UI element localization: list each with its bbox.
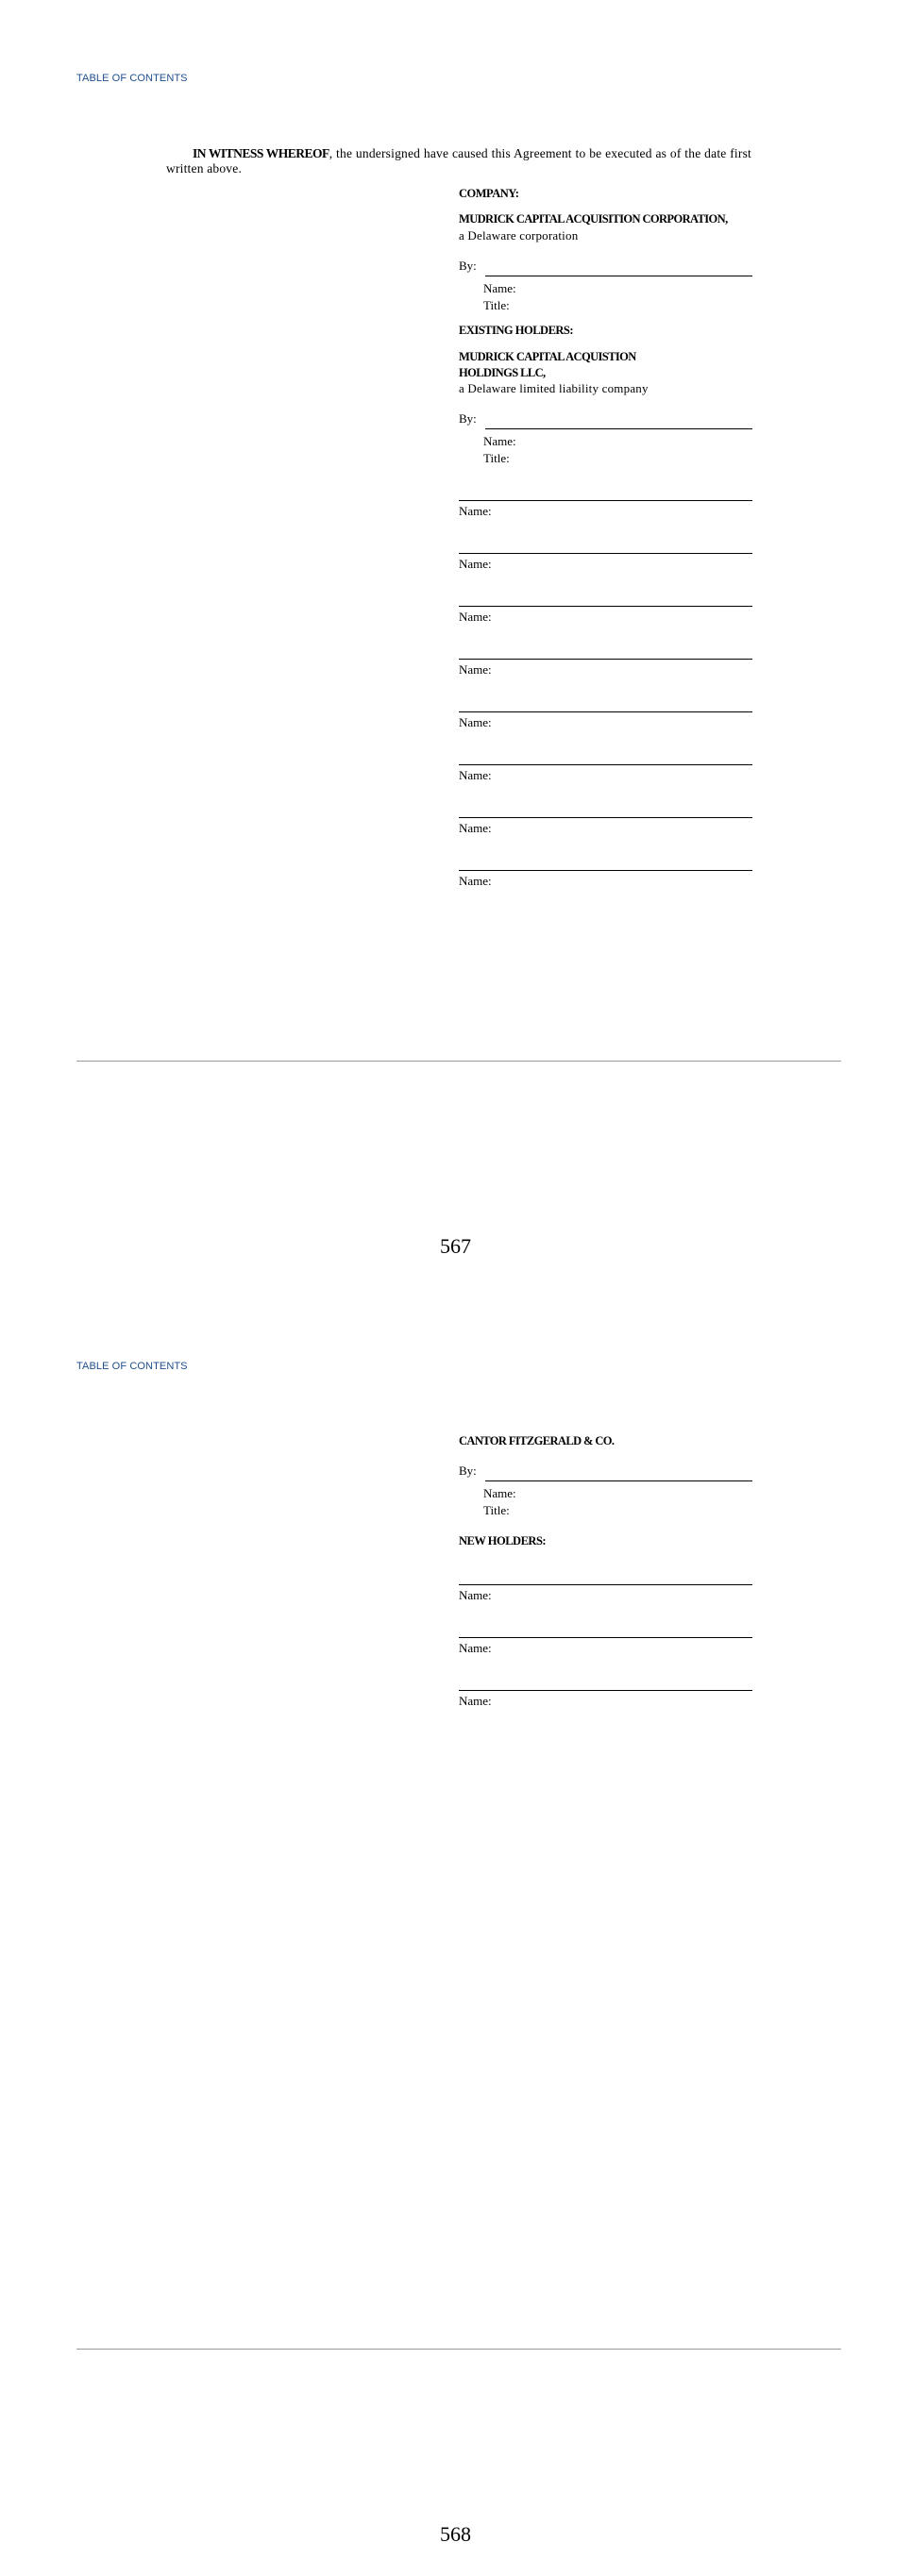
- holder-name-label: Name:: [459, 1641, 492, 1655]
- table-of-contents-link[interactable]: TABLE OF CONTENTS: [76, 1361, 188, 1372]
- holdings-signer-name-label: Name:: [483, 434, 516, 448]
- holdings-entity-desc: a Delaware limited liability company: [459, 381, 649, 395]
- table-of-contents-link[interactable]: TABLE OF CONTENTS: [76, 73, 188, 84]
- cantor-signer-title-label: Title:: [483, 1503, 510, 1517]
- existing-holders-heading: EXISTING HOLDERS:: [459, 324, 574, 337]
- holder-signature-line[interactable]: [459, 817, 752, 818]
- holder-name-label: Name:: [459, 504, 492, 518]
- company-entity-name: MUDRICK CAPITAL ACQUISITION CORPORATION,: [459, 212, 728, 226]
- holder-signature-line[interactable]: [459, 711, 752, 712]
- witness-bold-lead: IN WITNESS WHEREOF: [193, 146, 329, 160]
- cantor-signer-name-label: Name:: [483, 1486, 516, 1500]
- company-signer-title-label: Title:: [483, 298, 510, 312]
- holder-signature-line[interactable]: [459, 659, 752, 660]
- cantor-entity-name: CANTOR FITZGERALD & CO.: [459, 1434, 615, 1447]
- page-divider: [76, 1061, 841, 1062]
- holdings-signer-title-label: Title:: [483, 451, 510, 465]
- holder-name-label: Name:: [459, 1694, 492, 1708]
- holder-name-label: Name:: [459, 1588, 492, 1602]
- holder-name-label: Name:: [459, 874, 492, 888]
- page-divider: [76, 2349, 841, 2350]
- page-number: 568: [440, 2522, 471, 2546]
- holdings-signature-line[interactable]: [485, 428, 752, 429]
- holder-signature-line[interactable]: [459, 606, 752, 607]
- holdings-entity-name-line1: MUDRICK CAPITAL ACQUISTION: [459, 350, 636, 363]
- holder-name-label: Name:: [459, 662, 492, 677]
- witness-text: , the undersigned have caused this Agreement to be executed as of the date first written above.: [166, 146, 751, 176]
- holder-signature-line[interactable]: [459, 1584, 752, 1585]
- holder-signature-line[interactable]: [459, 1690, 752, 1691]
- holder-name-label: Name:: [459, 610, 492, 624]
- holder-signature-line[interactable]: [459, 553, 752, 554]
- page-number: 567: [440, 1234, 471, 1258]
- holder-name-label: Name:: [459, 821, 492, 835]
- signature-block: [459, 1288, 752, 2576]
- cantor-signature-line[interactable]: [485, 1480, 752, 1481]
- holder-signature-line[interactable]: [459, 1637, 752, 1638]
- company-heading: COMPANY:: [459, 187, 519, 200]
- company-by-label: By:: [459, 259, 477, 273]
- signature-block: [459, 0, 752, 1288]
- holdings-entity-name-line2: HOLDINGS LLC,: [459, 366, 546, 379]
- holder-signature-line[interactable]: [459, 870, 752, 871]
- page-568: [0, 1288, 911, 2576]
- holder-signature-line[interactable]: [459, 500, 752, 501]
- cantor-by-label: By:: [459, 1464, 477, 1478]
- new-holders-heading: NEW HOLDERS:: [459, 1534, 547, 1547]
- holder-name-label: Name:: [459, 768, 492, 782]
- company-signer-name-label: Name:: [483, 281, 516, 295]
- holder-name-label: Name:: [459, 557, 492, 571]
- company-entity-desc: a Delaware corporation: [459, 228, 579, 243]
- holdings-by-label: By:: [459, 411, 477, 426]
- holder-signature-line[interactable]: [459, 764, 752, 765]
- holder-name-label: Name:: [459, 715, 492, 729]
